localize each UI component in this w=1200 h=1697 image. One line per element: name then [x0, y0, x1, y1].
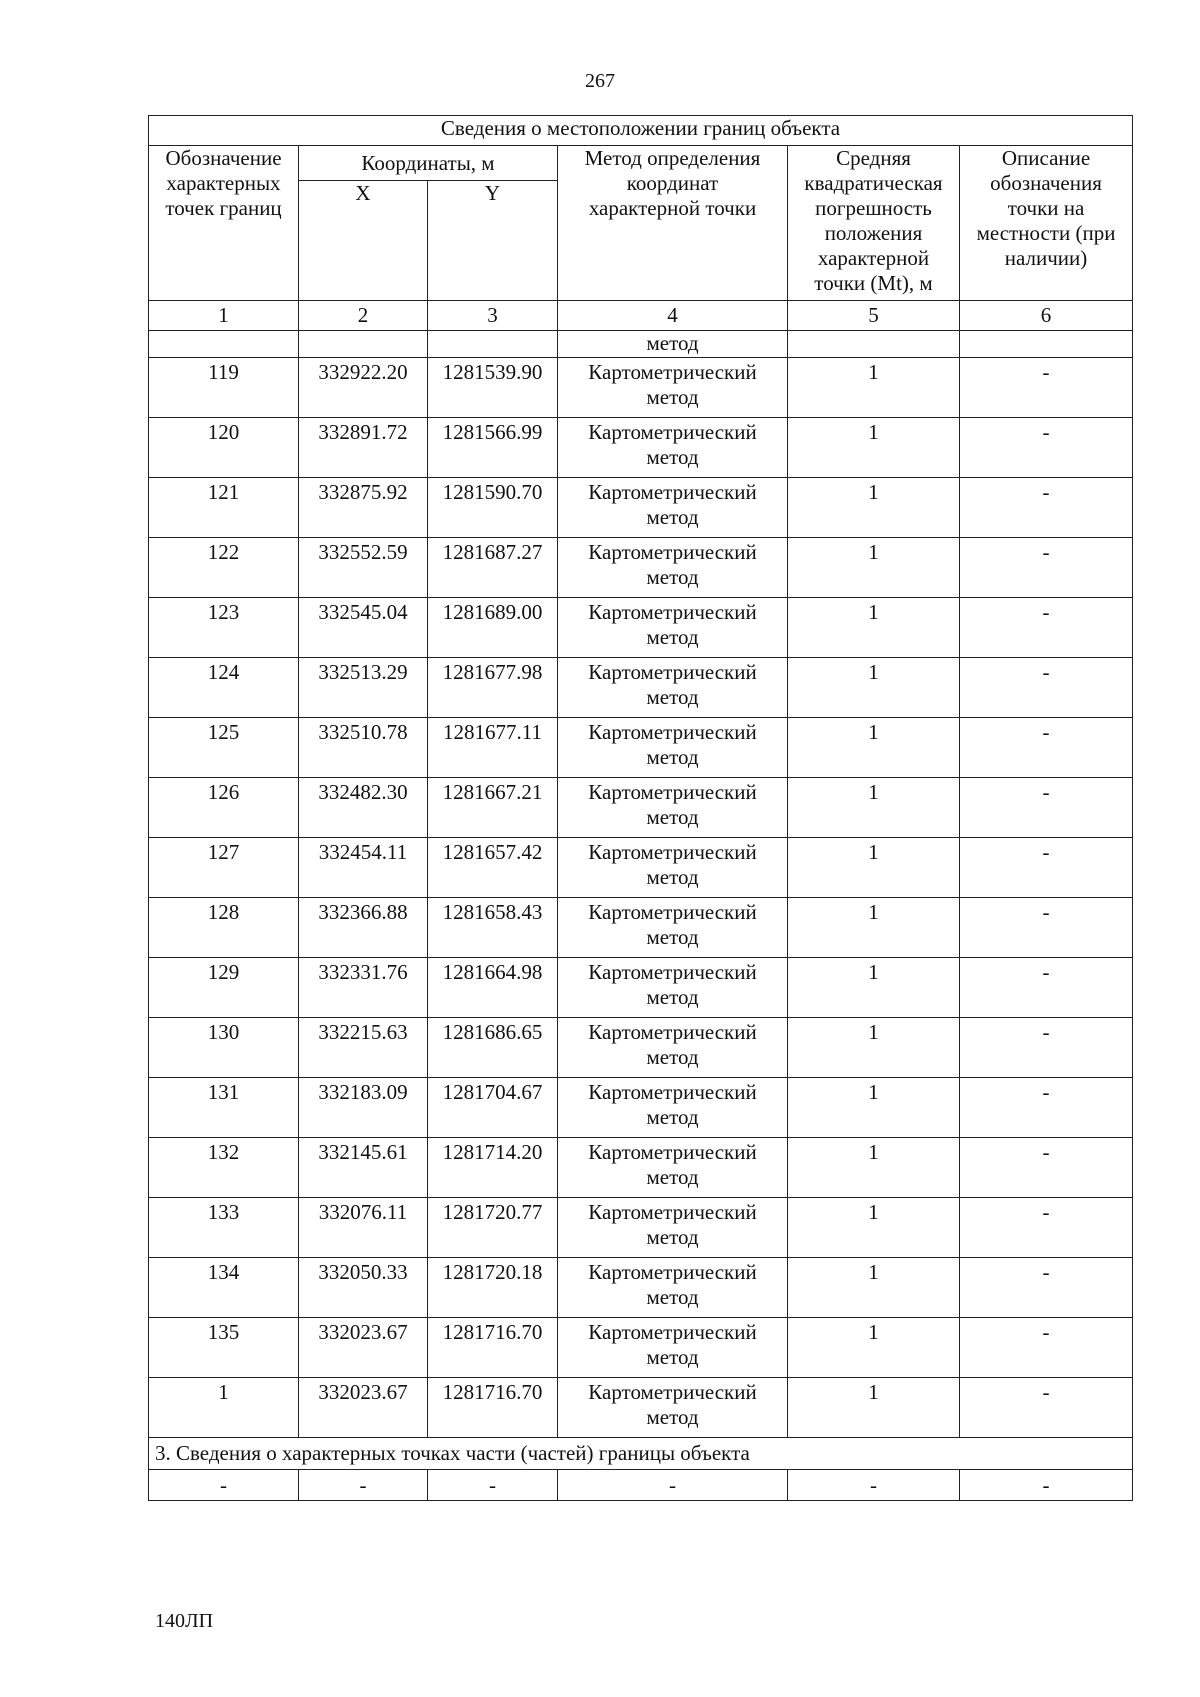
method-line: Картометрический — [588, 420, 757, 444]
y-cell: 1281667.21 — [428, 778, 558, 838]
description-cell: - — [960, 1318, 1133, 1378]
method-cell — [558, 838, 788, 898]
point-cell: 121 — [149, 478, 299, 538]
table-row — [149, 1078, 1133, 1138]
error-cell: 1 — [788, 538, 960, 598]
point-cell: 127 — [149, 838, 299, 898]
y-cell: 1281677.11 — [428, 718, 558, 778]
header-line: Метод определения — [584, 146, 761, 170]
method-line: метод — [646, 805, 699, 829]
column-number: 3 — [428, 301, 558, 331]
y-cell: 1281714.20 — [428, 1138, 558, 1198]
header-line: Описание — [1001, 146, 1091, 170]
table-row — [149, 1138, 1133, 1198]
table-row — [149, 1198, 1133, 1258]
description-cell: - — [960, 478, 1133, 538]
y-cell: 1281686.65 — [428, 1018, 558, 1078]
error-cell: 1 — [788, 1378, 960, 1438]
y-cell: 1281716.70 — [428, 1318, 558, 1378]
y-cell: 1281689.00 — [428, 598, 558, 658]
x-cell: 332545.04 — [299, 598, 428, 658]
table-row — [149, 1258, 1133, 1318]
point-cell: 1 — [149, 1378, 299, 1438]
description-cell: - — [960, 1138, 1133, 1198]
section-3-title: 3. Сведения о характерных точках части (частей) границы объекта — [149, 1438, 1133, 1470]
section-3-data-row — [149, 1470, 1133, 1501]
header-line: характерной — [817, 246, 930, 270]
method-line: Картометрический — [588, 900, 757, 924]
footer-code: 140ЛП — [155, 1610, 214, 1632]
section-3-row — [149, 1438, 1133, 1470]
table-cell: - — [149, 1470, 299, 1501]
method-line: метод — [646, 925, 699, 949]
method-line: метод — [646, 1105, 699, 1129]
method-line: метод — [646, 685, 699, 709]
point-cell: 132 — [149, 1138, 299, 1198]
error-cell: 1 — [788, 1258, 960, 1318]
method-cell — [558, 1318, 788, 1378]
header-mean-error — [788, 146, 960, 301]
error-cell: 1 — [788, 1018, 960, 1078]
table-row — [149, 838, 1133, 898]
header-line: характерных — [166, 171, 281, 195]
method-line: Картометрический — [588, 480, 757, 504]
header-x: X — [299, 181, 428, 301]
x-cell: 332331.76 — [299, 958, 428, 1018]
point-cell: 131 — [149, 1078, 299, 1138]
header-line: координат — [626, 171, 719, 195]
x-cell: 332215.63 — [299, 1018, 428, 1078]
error-cell: 1 — [788, 838, 960, 898]
column-number: 4 — [558, 301, 788, 331]
method-line: метод — [646, 445, 699, 469]
y-cell: 1281720.18 — [428, 1258, 558, 1318]
error-cell: 1 — [788, 358, 960, 418]
method-line: Картометрический — [588, 660, 757, 684]
method-line: метод — [646, 565, 699, 589]
x-cell: 332076.11 — [299, 1198, 428, 1258]
boundary-table — [148, 115, 1133, 1501]
x-cell: 332922.20 — [299, 358, 428, 418]
method-cell — [558, 538, 788, 598]
point-cell: 129 — [149, 958, 299, 1018]
y-cell: 1281566.99 — [428, 418, 558, 478]
description-cell: - — [960, 718, 1133, 778]
table-row — [149, 718, 1133, 778]
table-row — [149, 898, 1133, 958]
point-cell: 119 — [149, 358, 299, 418]
description-cell: - — [960, 538, 1133, 598]
point-cell: 124 — [149, 658, 299, 718]
error-cell: 1 — [788, 658, 960, 718]
description-cell: - — [960, 1198, 1133, 1258]
x-cell: 332050.33 — [299, 1258, 428, 1318]
header-line: точек границ — [165, 196, 282, 220]
method-cell — [558, 958, 788, 1018]
y-cell: 1281664.98 — [428, 958, 558, 1018]
point-cell: 135 — [149, 1318, 299, 1378]
method-line: метод — [646, 1165, 699, 1189]
table-row — [149, 538, 1133, 598]
error-cell: 1 — [788, 778, 960, 838]
empty-cell — [788, 331, 960, 358]
x-cell: 332875.92 — [299, 478, 428, 538]
table-title-row — [149, 116, 1133, 146]
method-line: метод — [646, 1285, 699, 1309]
method-line: метод — [646, 985, 699, 1009]
method-cell — [558, 718, 788, 778]
x-cell: 332510.78 — [299, 718, 428, 778]
description-cell: - — [960, 358, 1133, 418]
header-line: точки (Mt), м — [814, 271, 933, 295]
y-cell: 1281704.67 — [428, 1078, 558, 1138]
method-line: метод — [646, 865, 699, 889]
method-cell — [558, 778, 788, 838]
method-line: Картометрический — [588, 780, 757, 804]
x-cell: 332023.67 — [299, 1318, 428, 1378]
description-cell: - — [960, 598, 1133, 658]
error-cell: 1 — [788, 958, 960, 1018]
y-cell: 1281687.27 — [428, 538, 558, 598]
table-cell: - — [299, 1470, 428, 1501]
description-cell: - — [960, 1018, 1133, 1078]
y-cell: 1281658.43 — [428, 898, 558, 958]
header-point-designation — [149, 146, 299, 301]
description-cell: - — [960, 838, 1133, 898]
table-row — [149, 1318, 1133, 1378]
y-cell: 1281590.70 — [428, 478, 558, 538]
header-line: точки на — [1007, 196, 1085, 220]
method-line: метод — [646, 505, 699, 529]
y-cell: 1281539.90 — [428, 358, 558, 418]
point-cell: 133 — [149, 1198, 299, 1258]
description-cell: - — [960, 1378, 1133, 1438]
error-cell: 1 — [788, 418, 960, 478]
point-cell: 123 — [149, 598, 299, 658]
method-line: Картометрический — [588, 1320, 757, 1344]
method-line: метод — [646, 1045, 699, 1069]
description-cell: - — [960, 958, 1133, 1018]
point-cell: 130 — [149, 1018, 299, 1078]
method-line: Картометрический — [588, 600, 757, 624]
method-cell — [558, 658, 788, 718]
column-numbers-row — [149, 301, 1133, 331]
description-cell: - — [960, 778, 1133, 838]
x-cell: 332454.11 — [299, 838, 428, 898]
point-cell: 120 — [149, 418, 299, 478]
method-cell — [558, 598, 788, 658]
empty-cell — [149, 331, 299, 358]
header-line: положения — [824, 221, 923, 245]
x-cell: 332482.30 — [299, 778, 428, 838]
method-cell — [558, 1198, 788, 1258]
method-line: метод — [646, 1225, 699, 1249]
header-line: обозначения — [990, 171, 1102, 195]
column-number: 5 — [788, 301, 960, 331]
empty-cell — [428, 331, 558, 358]
description-cell: - — [960, 898, 1133, 958]
table-cell: - — [428, 1470, 558, 1501]
method-line: Картометрический — [588, 1260, 757, 1284]
header-line: местности (при — [976, 221, 1116, 245]
method-line: Картометрический — [588, 960, 757, 984]
y-cell: 1281716.70 — [428, 1378, 558, 1438]
method-line: Картометрический — [588, 1080, 757, 1104]
header-line: Средняя — [836, 146, 911, 170]
column-number: 6 — [960, 301, 1133, 331]
method-line: Картометрический — [588, 360, 757, 384]
table-row — [149, 478, 1133, 538]
description-cell: - — [960, 1078, 1133, 1138]
error-cell: 1 — [788, 718, 960, 778]
header-line: погрешность — [815, 196, 932, 220]
method-cell — [558, 1258, 788, 1318]
header-line: характерной точки — [588, 196, 757, 220]
error-cell: 1 — [788, 1318, 960, 1378]
method-line: Картометрический — [588, 1140, 757, 1164]
column-number: 1 — [149, 301, 299, 331]
error-cell: 1 — [788, 1198, 960, 1258]
error-cell: 1 — [788, 1078, 960, 1138]
point-cell: 126 — [149, 778, 299, 838]
point-cell: 122 — [149, 538, 299, 598]
method-cell — [558, 898, 788, 958]
method-cell — [558, 478, 788, 538]
point-cell: 128 — [149, 898, 299, 958]
header-y: Y — [428, 181, 558, 301]
method-cell — [558, 1018, 788, 1078]
continuation-row — [149, 331, 1133, 358]
error-cell: 1 — [788, 598, 960, 658]
method-line: метод — [646, 1345, 699, 1369]
description-cell: - — [960, 658, 1133, 718]
method-cell — [558, 1078, 788, 1138]
table-row — [149, 1378, 1133, 1438]
method-line: Картометрический — [588, 840, 757, 864]
method-line: Картометрический — [588, 540, 757, 564]
header-line: наличии) — [1004, 246, 1088, 270]
error-cell: 1 — [788, 478, 960, 538]
table-row — [149, 778, 1133, 838]
x-cell: 332513.29 — [299, 658, 428, 718]
header-row-1 — [149, 146, 1133, 181]
method-line: Картометрический — [588, 1200, 757, 1224]
method-cell — [558, 358, 788, 418]
point-cell: 125 — [149, 718, 299, 778]
y-cell: 1281657.42 — [428, 838, 558, 898]
header-coordinates: Координаты, м — [299, 146, 558, 181]
method-line: Картометрический — [588, 1020, 757, 1044]
empty-cell — [960, 331, 1133, 358]
table-cell: - — [960, 1470, 1133, 1501]
method-line: Картометрический — [588, 720, 757, 744]
column-number: 2 — [299, 301, 428, 331]
method-line: метод — [646, 625, 699, 649]
table-row — [149, 958, 1133, 1018]
table-row — [149, 358, 1133, 418]
table-row — [149, 1018, 1133, 1078]
empty-cell — [299, 331, 428, 358]
method-line: метод — [646, 1405, 699, 1429]
x-cell: 332023.67 — [299, 1378, 428, 1438]
table-row — [149, 598, 1133, 658]
error-cell: 1 — [788, 898, 960, 958]
header-description — [960, 146, 1133, 301]
method-cell — [558, 1138, 788, 1198]
method-line: метод — [646, 385, 699, 409]
method-cell — [558, 418, 788, 478]
continuation-method: метод — [558, 331, 788, 358]
table-row — [149, 418, 1133, 478]
table-cell: - — [558, 1470, 788, 1501]
page-number: 267 — [585, 70, 615, 92]
description-cell: - — [960, 1258, 1133, 1318]
x-cell: 332366.88 — [299, 898, 428, 958]
header-method — [558, 146, 788, 301]
x-cell: 332183.09 — [299, 1078, 428, 1138]
error-cell: 1 — [788, 1138, 960, 1198]
table-cell: - — [788, 1470, 960, 1501]
x-cell: 332891.72 — [299, 418, 428, 478]
header-line: квадратическая — [804, 171, 943, 195]
method-line: метод — [646, 745, 699, 769]
description-cell: - — [960, 418, 1133, 478]
y-cell: 1281677.98 — [428, 658, 558, 718]
table-row — [149, 658, 1133, 718]
point-cell: 134 — [149, 1258, 299, 1318]
x-cell: 332552.59 — [299, 538, 428, 598]
method-line: Картометрический — [588, 1380, 757, 1404]
table-title: Сведения о местоположении границ объекта — [149, 116, 1133, 146]
y-cell: 1281720.77 — [428, 1198, 558, 1258]
method-cell — [558, 1378, 788, 1438]
x-cell: 332145.61 — [299, 1138, 428, 1198]
header-line: Обозначение — [165, 146, 282, 170]
